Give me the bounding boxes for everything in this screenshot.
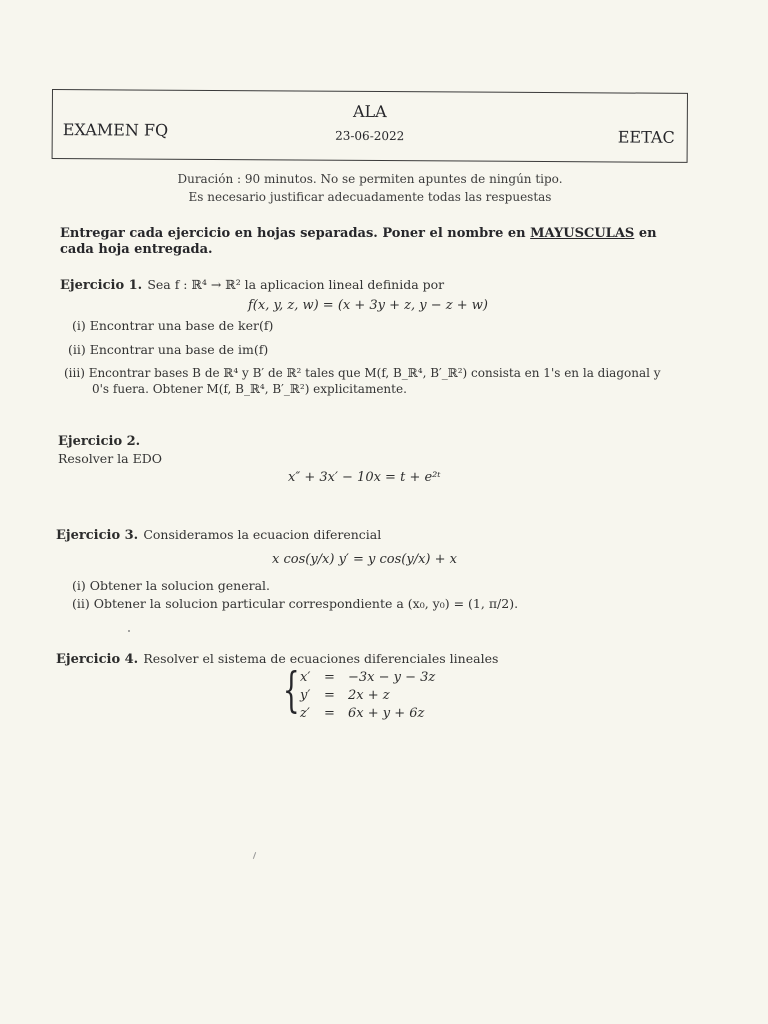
exercise-3-intro: Consideramos la ecuacion diferencial (143, 527, 382, 542)
exam-header-box (52, 89, 688, 163)
exercise-4-intro: Resolver el sistema de ecuaciones diferenciales lineales (143, 651, 499, 666)
exercise-1-item-iii-cont: 0's fuera. Obtener M(f, B_ℝ⁴, B′_ℝ²) explicitamente. (92, 382, 407, 396)
exercise-1-intro-line (60, 274, 444, 293)
school-name: EETAC (617, 127, 675, 147)
system-row-3-eq: = (324, 706, 335, 721)
scan-speck (128, 630, 130, 632)
exercise-3-intro-line (56, 524, 381, 543)
exercise-4-intro-line (56, 648, 498, 667)
duration-note: Duración : 90 minutos. No se permiten apuntes de ningún tipo. (177, 172, 563, 186)
exercise-1-formula: f(x, y, z, w) = (x + 3y + z, y − z + w) (248, 298, 488, 313)
exercise-3-label: Ejercicio 3. (56, 528, 139, 543)
scan-mark (253, 852, 256, 859)
exam-date: 23-06-2022 (335, 128, 405, 144)
course-title: ALA (352, 101, 387, 122)
system-row-2-lhs: y′ (300, 688, 311, 703)
justify-note: Es necesario justificar adecuadamente todas las respuestas (188, 190, 552, 204)
exercise-2-intro: Resolver la EDO (58, 451, 162, 466)
instructions-caps: MAYUSCULAS (530, 226, 635, 241)
system-row-3-rhs: 6x + y + 6z (348, 706, 425, 721)
exercise-3-formula: x cos(y/x) y′ = y cos(y/x) + x (272, 552, 457, 567)
exercise-4-label: Ejercicio 4. (56, 652, 139, 667)
system-row-2-rhs: 2x + z (348, 688, 390, 703)
exercise-3-item-i: (i) Obtener la solucion general. (72, 578, 270, 593)
exercise-1-item-iii: (iii) Encontrar bases B de ℝ⁴ y B′ de ℝ² tales que M(f, B_ℝ⁴, B′_ℝ²) consista en 1's en la diagonal y (64, 366, 661, 380)
system-row-1-lhs: x′ (300, 670, 311, 685)
exercise-1-item-ii: (ii) Encontrar una base de im(f) (68, 342, 269, 357)
exercise-1-intro: Sea f : ℝ⁴ → ℝ² la aplicacion lineal definida por (147, 277, 445, 292)
exam-type: EXAMEN FQ (62, 120, 169, 140)
system-brace: { (282, 662, 300, 718)
system-row-2-eq: = (324, 688, 335, 703)
instructions-text-b: en (634, 226, 657, 241)
instructions-line-2: cada hoja entregada. (60, 242, 213, 257)
system-row-1-rhs: −3x − y − 3z (348, 670, 436, 685)
exercise-2-label: Ejercicio 2. (58, 434, 141, 449)
instructions-line-1 (60, 226, 657, 241)
exercise-1-label: Ejercicio 1. (60, 278, 143, 293)
system-row-3-lhs: z′ (300, 706, 310, 721)
exercise-3-item-ii: (ii) Obtener la solucion particular correspondiente a (x₀, y₀) = (1, π/2). (72, 596, 519, 611)
instructions-text-a: Entregar cada ejercicio en hojas separadas. Poner el nombre en (60, 226, 531, 241)
system-row-1-eq: = (324, 670, 335, 685)
exercise-2-formula: x″ + 3x′ − 10x = t + e²ᵗ (288, 470, 441, 485)
exercise-1-item-i: (i) Encontrar una base de ker(f) (72, 318, 274, 333)
